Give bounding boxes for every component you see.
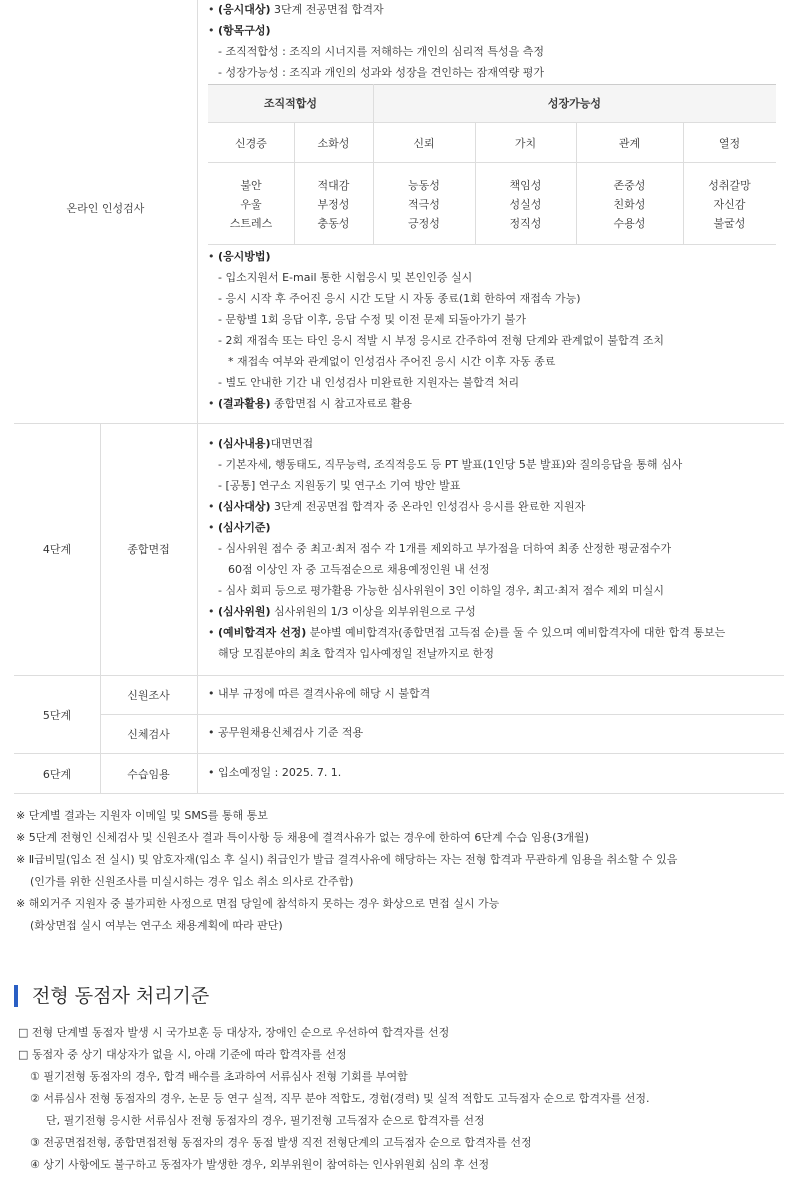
online-method-3: - 문항별 1회 응답 이후, 응답 수정 및 이전 문제 되돌아가기 불가 <box>218 313 526 326</box>
subtable-col-header: 가치 <box>514 137 537 150</box>
tie-line: ① 필기전형 동점자의 경우, 합격 배수를 초과하여 서류심사 전형 기회를 부여함 <box>30 1070 408 1083</box>
online-method-5: * 재접속 여부와 관계없이 인성검사 주어진 응시 시간 이후 자동 종료 <box>228 355 556 368</box>
table-divider <box>14 793 784 794</box>
stage4-reserve: • (예비합격자 선정) 분야별 예비합격자(종합면접 고득점 순)를 둘 수 있으며 예비합격자에 대한 합격 통보는 <box>208 626 726 639</box>
table-divider <box>14 675 784 676</box>
stage4-criteria-1: - 심사위원 점수 중 최고·최저 점수 각 1개를 제외하고 부가점을 더하여 최종 산정한 평균점수가 <box>218 542 672 555</box>
online-composition-heading: • (항목구성) <box>208 24 271 37</box>
section-title: 전형 동점자 처리기준 <box>14 985 209 1007</box>
note: ※ Ⅱ급비밀(입소 전 실시) 및 암호자재(입소 후 실시) 취급인가 발급 결격사유에 해당하는 자는 전형 합격과 무관하게 임용을 취소할 수 있음 <box>16 853 678 866</box>
table-divider <box>14 423 784 424</box>
subtable-cell: 능동성 적극성 긍정성 <box>408 179 440 230</box>
stage4-criteria-3: - 심사 회피 등으로 평가활용 가능한 심사위원이 3인 이하일 경우, 최고·최저 점수 제외 미실시 <box>218 584 664 597</box>
subtable-col-header: 소화성 <box>317 137 350 150</box>
table-divider <box>100 714 784 715</box>
tie-line: ③ 전공면접전형, 종합면접전형 동점자의 경우 동점 발생 직전 전형단계의 고득점자 순으로 합격자를 선정 <box>30 1136 532 1149</box>
stage6-text: • 입소예정일 : 2025. 7. 1. <box>208 766 342 779</box>
stage4-criteria-heading: • (심사기준) <box>208 521 271 534</box>
note: ※ 해외거주 지원자 중 불가피한 사정으로 면접 당일에 참석하지 못하는 경우 화상으로 면접 실시 가능 <box>16 897 500 910</box>
table-divider <box>14 753 784 754</box>
stage-5-name-2: 신체검사 <box>127 728 170 741</box>
stage-6-name: 수습임용 <box>127 768 170 781</box>
subtable-cell: 불안 우울 스트레스 <box>229 179 273 230</box>
subtable-cell: 존중성 친화성 수용성 <box>613 179 646 230</box>
online-method-4: - 2회 재접속 또는 타인 응시 적발 시 부정 응시로 간주하여 전형 단계와 관계없이 불합격 조치 <box>218 334 664 347</box>
online-method-1: - 입소지원서 E-mail 통한 시험응시 및 본인인증 실시 <box>218 271 473 284</box>
subtable-col-header: 관계 <box>618 137 641 150</box>
subtable-col-header: 신뢰 <box>413 137 435 150</box>
stage-5-name-1: 신원조사 <box>127 689 170 702</box>
subtable-group-org-fit: 조직적합성 <box>263 97 318 110</box>
online-composition-1: - 조직적합성 : 조직의 시너지를 저해하는 개인의 심리적 특성을 측정 <box>218 45 545 58</box>
stage-6-label: 6단계 <box>42 768 72 781</box>
stage4-judges: • (심사위원) 심사위원의 1/3 이상을 외부위원으로 구성 <box>208 605 476 618</box>
stage4-content: • (심사내용)대면면접 <box>208 437 314 450</box>
subtable-cell: 책임성 성실성 정직성 <box>509 179 542 230</box>
subtable-group-growth: 성장가능성 <box>547 97 602 110</box>
online-result: • (결과활용) 종합면접 시 참고자료로 활용 <box>208 397 413 410</box>
stage-4-name: 종합면접 <box>127 543 170 556</box>
stage4-content-2: - [공통] 연구소 지원동기 및 연구소 기여 방안 발표 <box>218 479 461 492</box>
tie-line: □ 전형 단계별 동점자 발생 시 국가보훈 등 대상자, 장애인 순으로 우선하여 합격자를 선정 <box>18 1026 450 1039</box>
subtable-col-header: 신경증 <box>235 137 267 150</box>
stage-4-label: 4단계 <box>42 543 72 556</box>
stage5-text-1: • 내부 규정에 따른 결격사유에 해당 시 불합격 <box>208 687 431 700</box>
tie-line: ② 서류심사 전형 동점자의 경우, 논문 등 연구 실적, 직무 분야 적합도, 경험(경력) 및 실적 적합도 고득점자 순으로 합격자를 선정. <box>30 1092 650 1105</box>
stage-5-label: 5단계 <box>42 709 72 722</box>
note: (인가를 위한 신원조사를 미실시하는 경우 입소 취소 의사로 간주함) <box>30 875 354 888</box>
note: ※ 5단계 전형인 신체검사 및 신원조사 결과 특이사항 등 채용에 결격사유가 없는 경우에 한하여 6단계 수습 임용(3개월) <box>16 831 589 844</box>
stage-name-online: 온라인 인성검사 <box>66 202 145 215</box>
subtable-border <box>208 84 776 85</box>
subtable-cell: 성취갈망 자신감 불굴성 <box>708 179 751 230</box>
tie-line: 단, 필기전형 응시한 서류심사 전형 동점자의 경우, 필기전형 고득점자 순으로 합격자를 선정 <box>46 1114 485 1127</box>
tie-line: ④ 상기 사항에도 불구하고 동점자가 발생한 경우, 외부위원이 참여하는 인사위원회 심의 후 선정 <box>30 1158 490 1171</box>
online-composition-2: - 성장가능성 : 조직과 개인의 성과와 성장을 견인하는 잠재역량 평가 <box>218 66 545 79</box>
stage4-criteria-2: 60점 이상인 자 중 고득점순으로 채용예정인원 내 선정 <box>228 563 490 576</box>
online-method-6: - 별도 안내한 기간 내 인성검사 미완료한 지원자는 불합격 처리 <box>218 376 520 389</box>
online-target: • (응시대상) 3단계 전공면접 합격자 <box>208 3 384 16</box>
note: (화상면접 실시 여부는 연구소 채용계획에 따라 판단) <box>30 919 283 932</box>
note: ※ 단계별 결과는 지원자 이메일 및 SMS를 통해 통보 <box>16 809 268 822</box>
stage4-content-1: - 기본자세, 행동태도, 직무능력, 조직적응도 등 PT 발표(1인당 5분 발표)와 질의응답을 통해 심사 <box>218 458 683 471</box>
table-divider <box>197 0 198 793</box>
subtable-col-header: 열정 <box>718 137 741 150</box>
stage4-reserve-2: 해당 모집분야의 최초 합격자 입사예정일 전날까지로 한정 <box>218 647 495 660</box>
subtable-border <box>208 244 776 245</box>
tie-line: □ 동점자 중 상기 대상자가 없을 시, 아래 기준에 따라 합격자를 선정 <box>18 1048 347 1061</box>
subtable-cell: 적대감 부정성 충동성 <box>317 179 350 230</box>
online-method-heading: • (응시방법) <box>208 250 271 263</box>
stage5-text-2: • 공무원채용신체검사 기준 적용 <box>208 726 364 739</box>
stage4-target: • (심사대상) 3단계 전공면접 합격자 중 온라인 인성검사 응시를 완료한 지원자 <box>208 500 586 513</box>
online-method-2: - 응시 시작 후 주어진 응시 시간 도달 시 자동 종료(1회 한하여 재접속 가능) <box>218 292 581 305</box>
